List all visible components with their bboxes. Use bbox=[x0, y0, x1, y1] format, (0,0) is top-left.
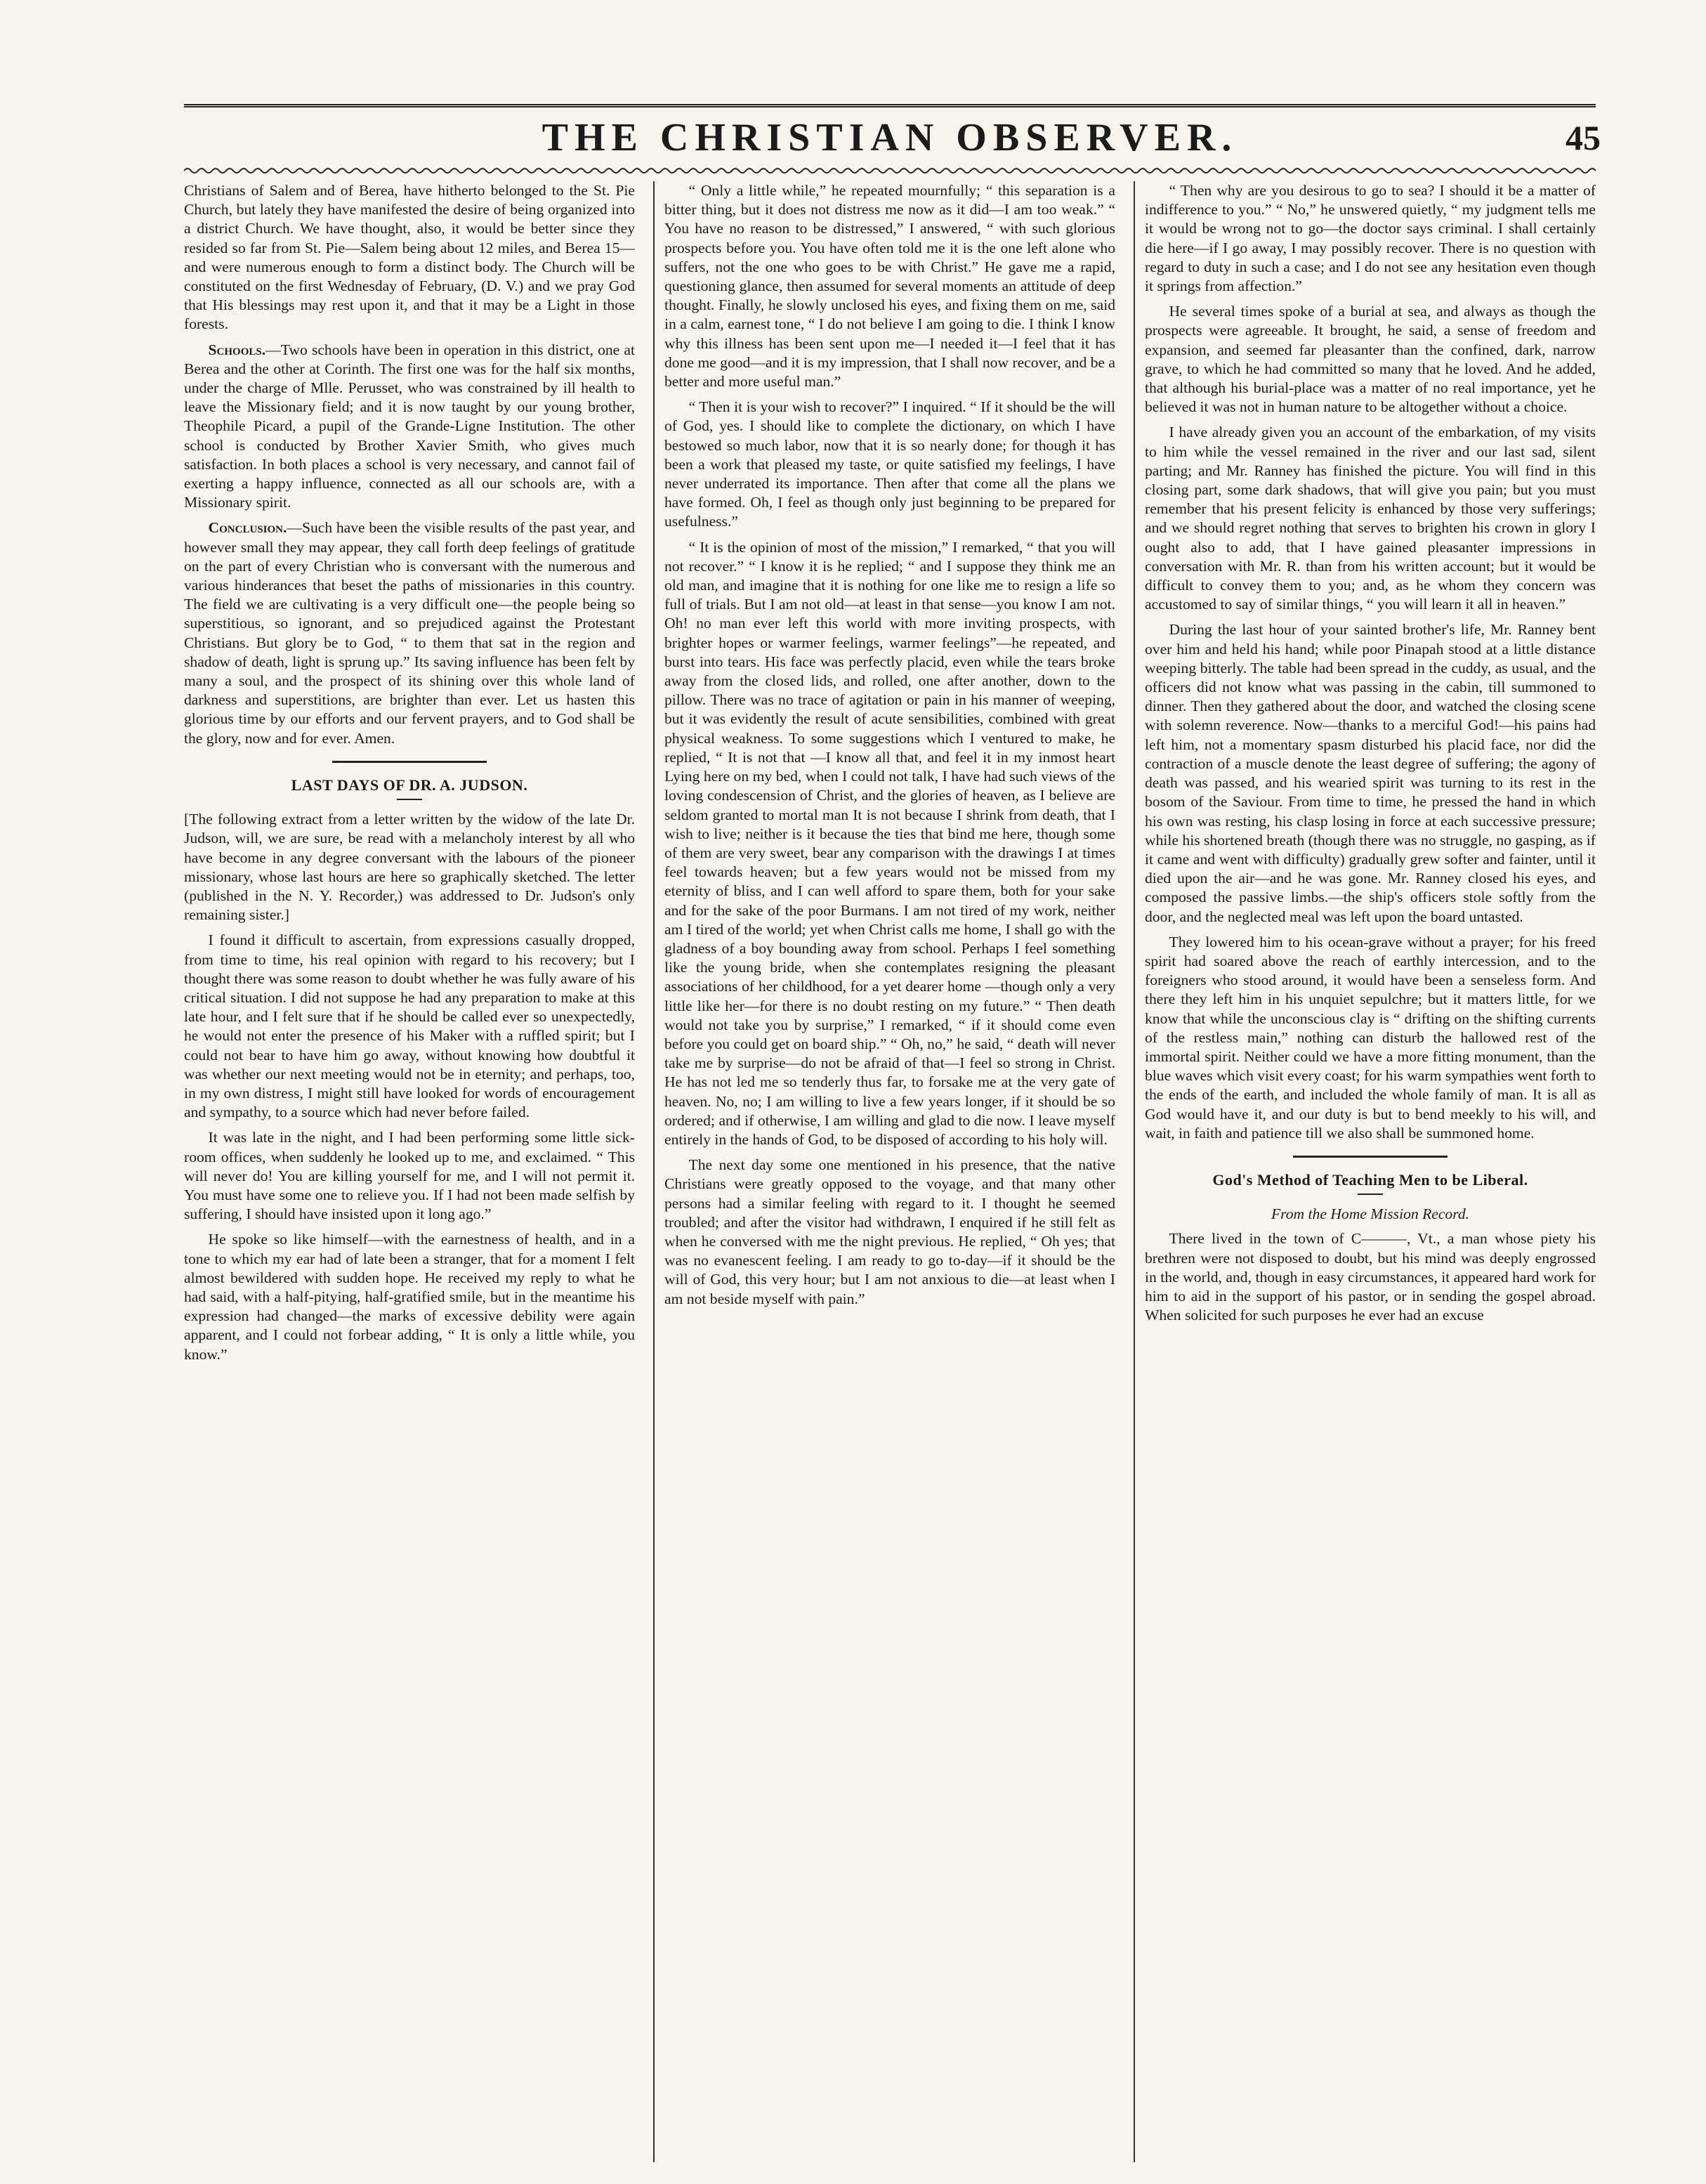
paragraph: “ Then why are you desirous to go to sea? I should it be a matter of indifference to you.” “ No,” he unswered quietly, “ my judgment tells me it would be wrong not to go—the doctor says criminal. I shall certainly die here—if I go away, I may possibly recover. There is no question with regard to duty in such a case; and I do not see any hesitation even though it springs from affection.” bbox=[1145, 182, 1596, 295]
paragraph: I found it difficult to ascertain, from expressions casually dropped, from time to time, his real opinion with regard to his recovery; but I thought there was some reason to doubt whether he was fully aware of his critical situation. I did not suppose he had any preparation to make at this late hour, and I felt sure that if he should be called ever so unexpectedly, he would not enter the presence of his Maker with a ruffled spirit; but I could not bear to have him go away, without knowing how doubtful it was whether our next meeting would not be in eternity; and perhaps, too, in my own distress, I might still have looked for words of encouragement and sympathy, to a source which had never before failed. bbox=[184, 931, 635, 1121]
column-1 bbox=[184, 181, 635, 2162]
article-columns bbox=[184, 181, 1596, 2162]
paragraph: During the last hour of your sainted brother's life, Mr. Ranney bent over him and held his hand; while poor Pinapah stood at a little distance weeping bitterly. The table had been spread in the cuddy, as usual, and the officers did not know what was passing in the cabin, till summoned to dinner. Then they gathered about the door, and watched the closing scene with solemn reverence. Now—thanks to a merciful God!—his pains had left him, not a momentary spasm disturbed his placid face, nor did the contraction of a muscle denote the least degree of suffering; the agony of death was passed, and his wearied spirit was turning to its rest in the bosom of the Saviour. From time to time, he pressed the hand in which his own was resting, his clasp losing in force at each successive pressure; while his shortened breath (though there was no struggle, no gasping, as if it came and went with difficulty) gradually grew softer and fainter, until it died upon the air—and he was gone. Mr. Ranney closed his eyes, and composed the passive limbs.—the ship's officers stole softly from the door, and the neglected meal was left upon the board untasted. bbox=[1145, 621, 1596, 925]
top-double-rule bbox=[184, 104, 1596, 107]
section-divider bbox=[1293, 1156, 1448, 1158]
wavy-rule bbox=[184, 166, 1596, 176]
article-heading-liberal: God's Method of Teaching Men to be Liberal. bbox=[1212, 1170, 1528, 1189]
paragraph: He several times spoke of a burial at sea, and always as though the prospects were agreeable. It brought, he said, a sense of freedom and expansion, and seemed far pleasanter than the confined, dark, narrow grave, to which he had committed so many that he loved. And he added, that although his burial-place was a matter of no real importance, yet he believed it was not in human nature to be altogether without a choice. bbox=[1145, 303, 1596, 416]
page-number: 45 bbox=[1566, 118, 1601, 157]
paragraph: He spoke so like himself—with the earnestness of health, and in a tone to which my ear had of late been a stranger, that for a moment I felt almost bewildered with sudden hope. He received my reply to what he had said, with a half-pitying, half-gratified smile, but in the meantime his expression had changed—the marks of excessive debility were again apparent, and I could not forbear adding, “ It is only a little while, you know.” bbox=[184, 1231, 635, 1363]
section-lead-conclusion: Conclusion. bbox=[208, 519, 287, 537]
paragraph: The next day some one mentioned in his presence, that the native Christians were greatly opposed to the voyage, and that many other persons had a similar feeling with regard to it. I thought he seemed troubled; and after the visitor had withdrawn, I enquired if he still felt as when he conversed with me the night previous. He replied, “ Oh yes; that was no evanescent feeling. I am ready to go to-day—if it should be the will of God, this very hour; but I am not anxious to die—at least when I am not beside myself with pain.” bbox=[664, 1156, 1115, 1307]
paragraph: Christians of Salem and of Berea, have hitherto belonged to the St. Pie Church, but lately they have manifested the desire of being organized into a district Church. We have thought, also, it would be better since they resided so far from St. Pie—Salem being about 12 miles, and Berea 15—and were numerous enough to form a distinct body. The Church will be constituted on the first Wednesday of February, (D. V.) and we pray God that His blessings may rest upon it, and that it may be a Light in those forests. bbox=[184, 182, 635, 333]
heading-dash bbox=[397, 799, 422, 800]
paragraph bbox=[184, 341, 635, 513]
editorial-note: [The following extract from a letter written by the widow of the late Dr. Judson, will, we are sure, be read with a melancholy interest by all who have become in any degree conversant with the labours of the pioneer missionary, whose last hours are here so graphically sketched. The letter (published in the N. Y. Recorder,) was addressed to Dr. Judson's only remaining sister.] bbox=[184, 811, 635, 924]
paragraph: “ It is the opinion of most of the mission,” I remarked, “ that you will not recover.” “ I know it is he replied; “ and I suppose they think me an old man, and imagine that it is nothing for one like me to resign a life so full of trials. But I am not old—at least in that sense—you know I am not. Oh! no man ever left this world with more inviting prospects, with brighter hopes or warmer feelings, warmer feelings”—he repeated, and burst into tears. His face was perfectly placid, even while the tears broke away from the closed lids, and rolled, one after another, down to the pillow. There was no trace of agitation or pain in his manner of weeping, but it was evidently the result of acute sensibilities, combined with great physical weakness. To some suggestions which I ventured to make, he replied, “ It is not that —I know all that, and feel it in my inmost heart Lying here on my bed, when I could not talk, I have had such views of the loving condescension of Christ, and the glories of heaven, as I believe are seldom granted to mortal man It is not because I shrink from death, that I wish to live; neither is it because the ties that bind me here, though some of them are very sweet, bear any comparison with the drawings I at times feel towards heaven; but a few years would not be missed from my eternity of bliss, and I can well afford to spare them, both for your sake and for the sake of the poor Burmans. I am not tired of my work, neither am I tired of the world; yet when Christ calls me home, I shall go with the gladness of a boy bounding away from school. Perhaps I feel something like the young bride, when she contemplates resigning the pleasant associations of her childhood, for a yet dearer home —though only a very little like her—for there is no doubt resting on my future.” “ Then death would not take you by surprise,” I remarked, “ if it should come even before you could get on board ship.” “ Oh, no,” he said, “ death will never take me by surprise—do not be afraid of that—I feel so strong in Christ. He has not led me so tenderly thus far, to forsake me at the very gate of heaven. No, no; I am willing to live a few years longer, if it should be so ordered; and if otherwise, I am willing and glad to die now. I leave myself entirely in the hands of God, to be disposed of according to his holy will. bbox=[664, 538, 1115, 1148]
heading-dash bbox=[1358, 1194, 1383, 1195]
article-heading-judson: LAST DAYS OF DR. A. JUDSON. bbox=[291, 776, 528, 794]
paragraph: I have already given you an account of the embarkation, of my visits to him while the vessel remained in the river and our last sad, silent parting; and Mr. Ranney has finished the picture. You will find in this closing part, some dark shadows, that will give you pain; but you must remember that his present felicity is enhanced by those very sufferings; and we should regret nothing that serves to brighten his crown in glory I ought also to add, that I have gained pleasanter impressions in conversation with Mr. R. than from his written account; but it would be difficult to convey them to you; and, as he whom they concern was accustomed to say of similar things, “ you will learn it all in heaven.” bbox=[1145, 424, 1596, 613]
section-lead-schools: Schools. bbox=[208, 341, 266, 358]
paragraph-text: —Two schools have been in operation in this district, one at Berea and the other at Corinth. The first one was for the half six months, under the charge of Mlle. Perusset, who was constrained by ill health to leave the Missionary field; and it is now taught by our young brother, Theophile Picard, a pupil of the Grande-Ligne Institution. The other school is conducted by Brother Xavier Smith, who gives much satisfaction. In both places a school is very necessary, and cannot fail of exerting a happy influence, connected as all our schools are, with a Missionary spirit. bbox=[184, 341, 635, 511]
paragraph: It was late in the night, and I had been performing some little sick-room offices, when suddenly he looked up to me, and exclaimed. “ This will never do! You are killing yourself for me, and I will not permit it. You must have some one to relieve you. If I had not been made selfish by suffering, I should have insisted upon it long ago.” bbox=[184, 1129, 635, 1223]
paragraph: “ Only a little while,” he repeated mournfully; “ this separation is a bitter thing, but it does not distress me now as it did—I am too weak.” “ You have no reason to be distressed,” I answered, “ with such glorious prospects before you. You have often told me it is the one left alone who suffers, not the one who goes to be with Christ.” He gave me a rapid, questioning glance, then assumed for several moments an attitude of deep thought. Finally, he slowly unclosed his eyes, and fixing them on me, said in a calm, earnest tone, “ I do not believe I am going to die. I think I know why this illness has been sent upon me—I needed it—I feel that it has done me good—and it is my impression, that I shall now recover, and be a better and more useful man.” bbox=[664, 182, 1115, 391]
column-3 bbox=[1134, 181, 1596, 2162]
paragraph-text: —Such have been the visible results of the past year, and however small they may appear, they call forth deep feelings of gratitude on the part of every Christian who is conversant with the numerous and various hinderances that beset the paths of missionaries in this country. The field we are cultivating is a very difficult one—the people being so superstitious, so ignorant, and so prejudiced against the Protestant Christians. But glory be to God, “ to them that sat in the region and shadow of death, light is sprung up.” Its saving influence has been felt by many a soul, and the prospect of its shining over this whole land of darkness and superstitions, are brighter than ever. Let us hasten this glorious time by our efforts and our fervent prayers, and to God shall be the glory, now and for ever. Amen. bbox=[184, 519, 635, 747]
paragraph: “ Then it is your wish to recover?” I inquired. “ If it should be the will of God, yes. I should like to complete the dictionary, on which I have bestowed so much labor, now that it is so nearly done; for though it has been a work that pleased my taste, or quite satisfied my feelings, I have never underrated its importance. Then after that come all the plans we have formed. Oh, I feel as though only just beginning to be prepared for usefulness.” bbox=[664, 398, 1115, 530]
page-title: THE CHRISTIAN OBSERVER. bbox=[542, 116, 1238, 159]
article-source: From the Home Mission Record. bbox=[1271, 1205, 1470, 1223]
paragraph: They lowered him to his ocean-grave without a prayer; for his freed spirit had soared above the reach of earthly intercession, and to the foreigners who stood around, it would have been a senseless form. And there they left him in his unquiet sepulchre; but it matters little, for we know that while the unconscious clay is “ drifting on the shifting currents of the restless main,” nothing can disturb the hallowed rest of the immortal spirit. Neither could we have a more fitting monument, than the blue waves which visit every coast; for his warm sympathies went forth to the ends of the earth, and included the whole family of man. It is all as God would have it, and our duty is but to bend meekly to his will, and wait, in faith and patience till we also shall be summoned home. bbox=[1145, 933, 1596, 1142]
paragraph bbox=[184, 518, 635, 747]
section-divider bbox=[332, 761, 487, 763]
column-2 bbox=[653, 181, 1115, 2162]
paragraph: There lived in the town of C———, Vt., a man whose piety his brethren were not disposed to doubt, but his mind was deeply engrossed in the world, and, though in easy circumstances, it appeared hard work for him to aid in the support of his pastor, or in sending the gospel abroad. When solicited for such purposes he ever had an excuse bbox=[1145, 1230, 1596, 1324]
